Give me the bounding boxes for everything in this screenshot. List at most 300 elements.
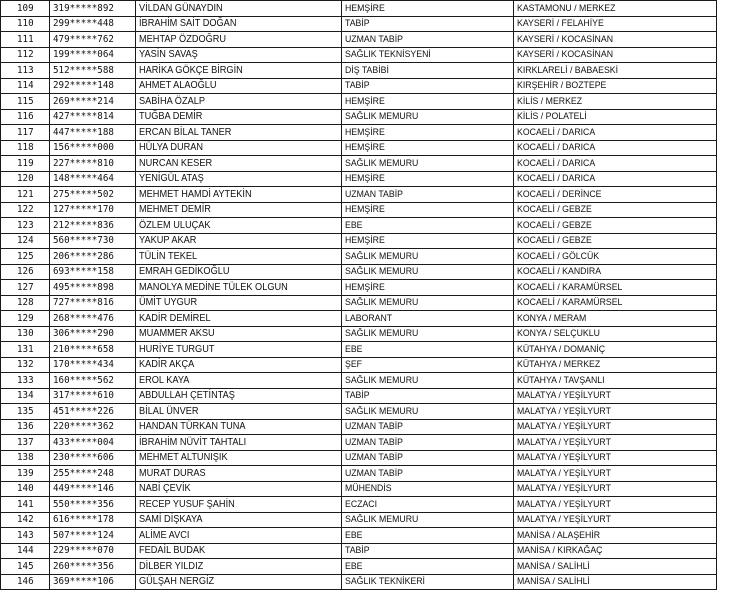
row-number: 118 <box>17 142 35 154</box>
location: MALATYA / YEŞİLYURT <box>517 467 611 479</box>
row-number-cell <box>1 140 50 156</box>
masked-id: 512*****588 <box>53 64 114 76</box>
full-name: HÜLYA DURAN <box>139 142 204 154</box>
job-title: MÜHENDİS <box>345 483 392 495</box>
location: KOCAELİ / GÖLCÜK <box>517 250 600 262</box>
job-title: HEMŞİRE <box>345 281 385 293</box>
job-title-cell <box>342 1 514 17</box>
row-number-cell <box>1 435 50 451</box>
table-row <box>1 187 717 203</box>
row-number-cell <box>1 574 50 590</box>
job-title-cell <box>342 280 514 296</box>
row-number: 111 <box>17 33 35 45</box>
job-title-cell <box>342 388 514 404</box>
row-number-cell <box>1 16 50 32</box>
job-title: UZMAN TABİP <box>345 188 403 200</box>
job-title: SAĞLIK TEKNİKERİ <box>345 576 425 588</box>
location-cell <box>514 326 717 342</box>
full-name-cell <box>136 497 342 513</box>
location-cell <box>514 543 717 559</box>
table-row <box>1 373 717 389</box>
table-row <box>1 156 717 172</box>
location-cell <box>514 249 717 265</box>
full-name-cell <box>136 125 342 141</box>
masked-id-cell <box>50 156 136 172</box>
location-cell <box>514 342 717 358</box>
location: MALATYA / YEŞİLYURT <box>517 483 611 495</box>
row-number-cell <box>1 78 50 94</box>
full-name-cell <box>136 249 342 265</box>
table-row <box>1 481 717 497</box>
full-name-cell <box>136 450 342 466</box>
table-row <box>1 326 717 342</box>
job-title-cell <box>342 218 514 234</box>
row-number-cell <box>1 543 50 559</box>
masked-id: 227*****810 <box>53 157 114 169</box>
location-cell <box>514 78 717 94</box>
masked-id: 299*****448 <box>53 18 114 30</box>
row-number-cell <box>1 497 50 513</box>
row-number: 117 <box>17 126 35 138</box>
location-cell <box>514 528 717 544</box>
location: KOCAELİ / DERİNCE <box>517 188 602 200</box>
masked-id: 229*****070 <box>53 545 114 557</box>
location: KAYSERİ / KOCASİNAN <box>517 49 614 61</box>
row-number: 138 <box>17 452 35 464</box>
masked-id-cell <box>50 109 136 125</box>
masked-id-cell <box>50 311 136 327</box>
job-title-cell <box>342 171 514 187</box>
masked-id-cell <box>50 342 136 358</box>
table-row <box>1 140 717 156</box>
row-number-cell <box>1 559 50 575</box>
masked-id: 319*****892 <box>53 2 114 14</box>
full-name-cell <box>136 202 342 218</box>
job-title-cell <box>342 559 514 575</box>
row-number-cell <box>1 326 50 342</box>
masked-id-cell <box>50 295 136 311</box>
job-title: SAĞLIK MEMURU <box>345 328 419 340</box>
location-cell <box>514 512 717 528</box>
location: MANİSA / SALİHLİ <box>517 560 590 572</box>
masked-id-cell <box>50 419 136 435</box>
job-title-cell <box>342 32 514 48</box>
job-title: UZMAN TABİP <box>345 421 403 433</box>
location: KOCAELİ / DARICA <box>517 142 596 154</box>
job-title: DİŞ TABİBİ <box>345 64 389 76</box>
masked-id: 127*****170 <box>53 204 114 216</box>
table-row <box>1 295 717 311</box>
full-name-cell <box>136 32 342 48</box>
full-name-cell <box>136 47 342 63</box>
location-cell <box>514 140 717 156</box>
row-number: 133 <box>17 374 35 386</box>
full-name-cell <box>136 218 342 234</box>
row-number: 139 <box>17 467 35 479</box>
row-number: 137 <box>17 436 35 448</box>
location-cell <box>514 264 717 280</box>
full-name: KADİR DEMİREL <box>139 312 211 324</box>
table-row <box>1 357 717 373</box>
masked-id-cell <box>50 32 136 48</box>
row-number-cell <box>1 450 50 466</box>
full-name: KADİR AKÇA <box>139 359 195 371</box>
row-number-cell <box>1 280 50 296</box>
full-name: BİLAL ÜNVER <box>139 405 199 417</box>
masked-id: 693*****158 <box>53 266 114 278</box>
location: KOCAELİ / DARICA <box>517 157 596 169</box>
location-cell <box>514 233 717 249</box>
location: KÜTAHYA / MERKEZ <box>517 359 601 371</box>
masked-id-cell <box>50 218 136 234</box>
job-title: SAĞLIK MEMURU <box>345 405 419 417</box>
job-title: ŞEF <box>345 359 363 371</box>
row-number: 141 <box>17 498 35 510</box>
masked-id: 560*****730 <box>53 235 114 247</box>
table-row <box>1 574 717 590</box>
masked-id-cell <box>50 202 136 218</box>
table-row <box>1 125 717 141</box>
job-title-cell <box>342 326 514 342</box>
table-row <box>1 264 717 280</box>
location: KİLİS / MERKEZ <box>517 95 583 107</box>
job-title: HEMŞİRE <box>345 235 385 247</box>
job-title-cell <box>342 47 514 63</box>
masked-id: 275*****502 <box>53 188 114 200</box>
location-cell <box>514 373 717 389</box>
table-row <box>1 47 717 63</box>
job-title-cell <box>342 466 514 482</box>
full-name: VİLDAN GÜNAYDIN <box>139 2 223 14</box>
full-name-cell <box>136 94 342 110</box>
masked-id-cell <box>50 94 136 110</box>
masked-id-cell <box>50 1 136 17</box>
row-number: 123 <box>17 219 35 231</box>
location: MANİSA / ALAŞEHİR <box>517 529 601 541</box>
location-cell <box>514 16 717 32</box>
job-title-cell <box>342 202 514 218</box>
job-title: EBE <box>345 529 363 541</box>
masked-id-cell <box>50 187 136 203</box>
row-number: 114 <box>17 80 35 92</box>
job-title-cell <box>342 94 514 110</box>
job-title-cell <box>342 295 514 311</box>
job-title: ECZACI <box>345 498 378 510</box>
full-name: RECEP YUSUF ŞAHİN <box>139 498 235 510</box>
full-name-cell <box>136 264 342 280</box>
job-title: SAĞLIK MEMURU <box>345 297 419 309</box>
masked-id-cell <box>50 78 136 94</box>
location: KAYSERİ / FELAHİYE <box>517 18 604 30</box>
masked-id: 212*****836 <box>53 219 114 231</box>
location: KONYA / MERAM <box>517 312 587 324</box>
masked-id-cell <box>50 574 136 590</box>
table-row <box>1 528 717 544</box>
masked-id: 268*****476 <box>53 312 114 324</box>
row-number-cell <box>1 295 50 311</box>
masked-id-cell <box>50 63 136 79</box>
table-row <box>1 559 717 575</box>
location-cell <box>514 47 717 63</box>
table-row <box>1 512 717 528</box>
job-title-cell <box>342 497 514 513</box>
full-name-cell <box>136 1 342 17</box>
location-cell <box>514 202 717 218</box>
masked-id: 156*****000 <box>53 142 114 154</box>
job-title: SAĞLIK MEMURU <box>345 250 419 262</box>
full-name: ÜMİT UYGUR <box>139 297 198 309</box>
masked-id: 160*****562 <box>53 374 114 386</box>
table-row <box>1 280 717 296</box>
masked-id: 447*****188 <box>53 126 114 138</box>
job-title: SAĞLIK MEMURU <box>345 157 419 169</box>
row-number: 140 <box>17 483 35 495</box>
row-number: 113 <box>17 64 35 76</box>
row-number: 109 <box>17 2 35 14</box>
row-number-cell <box>1 109 50 125</box>
table-row <box>1 16 717 32</box>
row-number-cell <box>1 233 50 249</box>
location: KOCAELİ / GEBZE <box>517 235 592 247</box>
row-number: 136 <box>17 421 35 433</box>
job-title: TABİP <box>345 390 370 402</box>
location-cell <box>514 125 717 141</box>
full-name: TUĞBA DEMİR <box>139 111 203 123</box>
full-name: MURAT DURAS <box>139 467 206 479</box>
row-number: 134 <box>17 390 35 402</box>
masked-id-cell <box>50 435 136 451</box>
full-name-cell <box>136 373 342 389</box>
location-cell <box>514 311 717 327</box>
row-number-cell <box>1 512 50 528</box>
full-name: NURCAN KESER <box>139 157 213 169</box>
full-name-cell <box>136 171 342 187</box>
full-name: HARİKA GÖKÇE BİRGİN <box>139 64 243 76</box>
location-cell <box>514 187 717 203</box>
row-number-cell <box>1 156 50 172</box>
row-number: 144 <box>17 545 35 557</box>
location-cell <box>514 94 717 110</box>
full-name: HURİYE TURGUT <box>139 343 215 355</box>
masked-id-cell <box>50 16 136 32</box>
row-number-cell <box>1 202 50 218</box>
masked-id-cell <box>50 249 136 265</box>
table-row <box>1 419 717 435</box>
masked-id: 550*****356 <box>53 498 114 510</box>
job-title-cell <box>342 249 514 265</box>
location: KOCAELİ / GEBZE <box>517 204 592 216</box>
job-title-cell <box>342 156 514 172</box>
masked-id: 230*****606 <box>53 452 114 464</box>
row-number: 119 <box>17 157 35 169</box>
job-title-cell <box>342 357 514 373</box>
row-number-cell <box>1 187 50 203</box>
masked-id: 170*****434 <box>53 359 114 371</box>
table-row <box>1 218 717 234</box>
full-name-cell <box>136 311 342 327</box>
row-number: 132 <box>17 359 35 371</box>
table-row <box>1 388 717 404</box>
row-number-cell <box>1 171 50 187</box>
full-name: FEDAİL BUDAK <box>139 545 206 557</box>
row-number-cell <box>1 125 50 141</box>
table-row <box>1 404 717 420</box>
job-title: HEMŞİRE <box>345 126 385 138</box>
masked-id: 260*****356 <box>53 560 114 572</box>
location: KAYSERİ / KOCASİNAN <box>517 33 614 45</box>
row-number-cell <box>1 388 50 404</box>
table-row <box>1 497 717 513</box>
full-name: ABDULLAH ÇETİNTAŞ <box>139 390 235 402</box>
location: MALATYA / YEŞİLYURT <box>517 436 611 448</box>
full-name: YENİGÜL ATAŞ <box>139 173 204 185</box>
table-row <box>1 450 717 466</box>
job-title-cell <box>342 342 514 358</box>
location: KOCAELİ / KARAMÜRSEL <box>517 281 623 293</box>
location-cell <box>514 419 717 435</box>
full-name: SAMİ DİŞKAYA <box>139 514 203 526</box>
row-number-cell <box>1 311 50 327</box>
full-name-cell <box>136 156 342 172</box>
job-title: TABİP <box>345 18 370 30</box>
location: KİLİS / POLATELİ <box>517 111 587 123</box>
location-cell <box>514 63 717 79</box>
job-title-cell <box>342 419 514 435</box>
job-title-cell <box>342 16 514 32</box>
location-cell <box>514 171 717 187</box>
location: KOCAELİ / KARAMÜRSEL <box>517 297 623 309</box>
row-number-cell <box>1 528 50 544</box>
full-name: MANOLYA MEDİNE TÜLEK OLGUN <box>139 281 288 293</box>
location: KIRŞEHİR / BOZTEPE <box>517 80 607 92</box>
full-name: NABİ ÇEVİK <box>139 483 191 495</box>
masked-id: 727*****816 <box>53 297 114 309</box>
row-number: 145 <box>17 560 35 572</box>
masked-id: 616*****178 <box>53 514 114 526</box>
full-name: EROL KAYA <box>139 374 190 386</box>
job-title: SAĞLIK MEMURU <box>345 266 419 278</box>
full-name-cell <box>136 543 342 559</box>
masked-id-cell <box>50 357 136 373</box>
row-number-cell <box>1 94 50 110</box>
location-cell <box>514 357 717 373</box>
masked-id-cell <box>50 404 136 420</box>
job-title: EBE <box>345 560 363 572</box>
job-title: EBE <box>345 343 363 355</box>
row-number: 125 <box>17 250 35 262</box>
row-number-cell <box>1 373 50 389</box>
job-title-cell <box>342 528 514 544</box>
full-name: İBRAHİM NÜVİT TAHTALI <box>139 436 247 448</box>
location-cell <box>514 574 717 590</box>
full-name-cell <box>136 404 342 420</box>
row-number: 124 <box>17 235 35 247</box>
location-cell <box>514 559 717 575</box>
location-cell <box>514 295 717 311</box>
job-title-cell <box>342 78 514 94</box>
table-row <box>1 435 717 451</box>
job-title-cell <box>342 233 514 249</box>
table-row <box>1 78 717 94</box>
masked-id-cell <box>50 47 136 63</box>
job-title-cell <box>342 125 514 141</box>
row-number: 121 <box>17 188 35 200</box>
personnel-table-body <box>1 1 717 590</box>
row-number-cell <box>1 264 50 280</box>
location-cell <box>514 450 717 466</box>
job-title-cell <box>342 109 514 125</box>
job-title: HEMŞİRE <box>345 2 385 14</box>
row-number: 110 <box>17 18 35 30</box>
job-title-cell <box>342 543 514 559</box>
masked-id: 507*****124 <box>53 529 114 541</box>
job-title-cell <box>342 512 514 528</box>
table-row <box>1 311 717 327</box>
location-cell <box>514 466 717 482</box>
row-number-cell <box>1 47 50 63</box>
row-number-cell <box>1 32 50 48</box>
masked-id: 449*****146 <box>53 483 114 495</box>
job-title-cell <box>342 404 514 420</box>
full-name-cell <box>136 466 342 482</box>
row-number: 129 <box>17 312 35 324</box>
job-title-cell <box>342 574 514 590</box>
table-row <box>1 63 717 79</box>
job-title-cell <box>342 481 514 497</box>
location: MALATYA / YEŞİLYURT <box>517 452 611 464</box>
masked-id: 255*****248 <box>53 467 114 479</box>
full-name: MEHMET HAMDİ AYTEKİN <box>139 188 252 200</box>
row-number-cell <box>1 404 50 420</box>
location: MALATYA / YEŞİLYURT <box>517 421 611 433</box>
location: KONYA / SELÇUKLU <box>517 328 600 340</box>
row-number-cell <box>1 357 50 373</box>
row-number: 128 <box>17 297 35 309</box>
full-name: EMRAH GEDİKOĞLU <box>139 266 230 278</box>
full-name-cell <box>136 342 342 358</box>
full-name-cell <box>136 295 342 311</box>
job-title: SAĞLIK MEMURU <box>345 514 419 526</box>
table-row <box>1 171 717 187</box>
full-name: ALİME AVCI <box>139 529 190 541</box>
full-name: TÜLİN TEKEL <box>139 250 198 262</box>
masked-id: 210*****658 <box>53 343 114 355</box>
masked-id-cell <box>50 543 136 559</box>
table-row <box>1 466 717 482</box>
row-number-cell <box>1 466 50 482</box>
location: MANİSA / KIRKAĞAÇ <box>517 545 603 557</box>
full-name-cell <box>136 16 342 32</box>
table-row <box>1 342 717 358</box>
masked-id-cell <box>50 264 136 280</box>
job-title: UZMAN TABİP <box>345 467 403 479</box>
full-name-cell <box>136 109 342 125</box>
full-name: GÜLŞAH NERGİZ <box>139 576 215 588</box>
location: MALATYA / YEŞİLYURT <box>517 405 611 417</box>
location: MALATYA / YEŞİLYURT <box>517 498 611 510</box>
row-number: 130 <box>17 328 35 340</box>
row-number: 131 <box>17 343 35 355</box>
row-number-cell <box>1 63 50 79</box>
masked-id: 206*****286 <box>53 250 114 262</box>
location-cell <box>514 218 717 234</box>
location: MANİSA / SALİHLİ <box>517 576 590 588</box>
full-name: ERCAN BİLAL TANER <box>139 126 232 138</box>
row-number: 120 <box>17 173 35 185</box>
full-name: MEHTAP ÖZDOĞRU <box>139 33 227 45</box>
full-name-cell <box>136 574 342 590</box>
location-cell <box>514 109 717 125</box>
